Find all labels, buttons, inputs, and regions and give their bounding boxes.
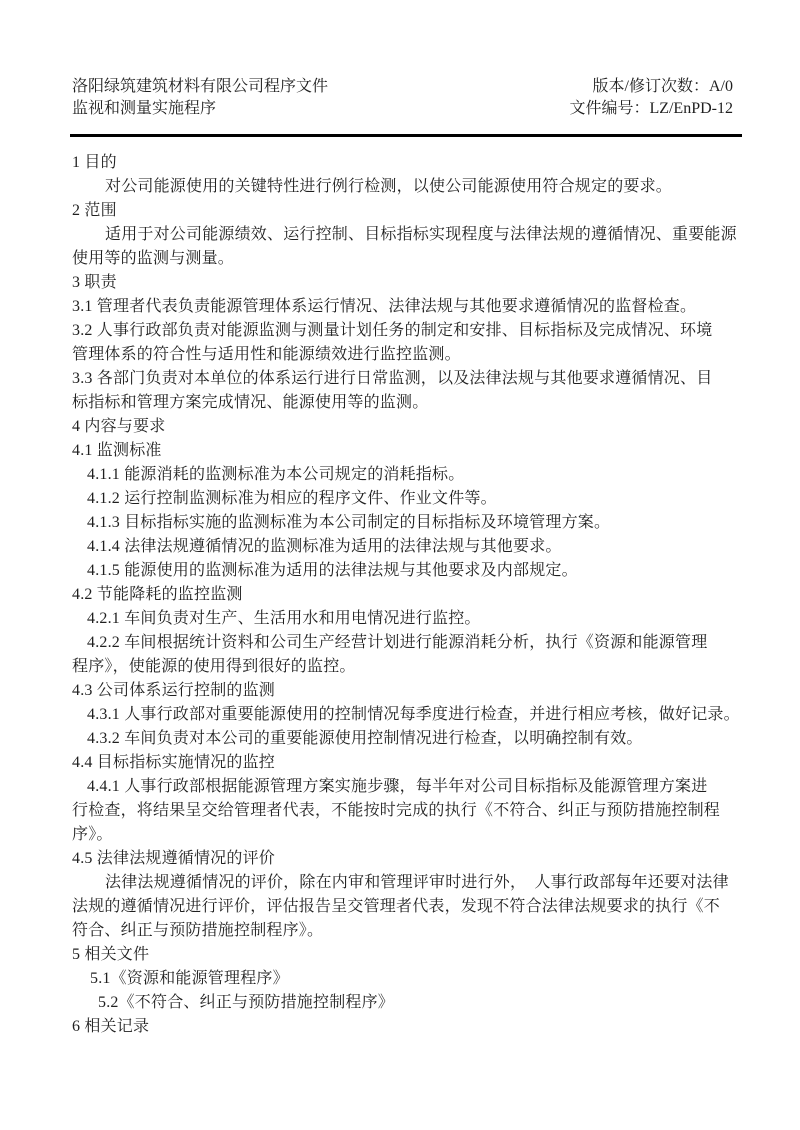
doc-line: 行检查，将结果呈交给管理者代表，不能按时完成的执行《不符合、纠正与预防措施控制程 — [72, 802, 721, 819]
doc-number-label: 文件编号：LZ/EnPD-12 — [569, 100, 733, 117]
doc-line: 对公司能源使用的关键特性进行例行检测，以使公司能源使用符合规定的要求。 — [105, 178, 673, 195]
doc-line: 3 职责 — [72, 274, 117, 291]
doc-line: 4.4.1 人事行政部根据能源管理方案实施步骤，每半年对公司目标指标及能源管理方案进 — [87, 778, 708, 795]
doc-line: 5 相关文件 — [72, 946, 150, 963]
doc-line: 法律法规遵循情况的评价，除在内审和管理评审时进行外， 人事行政部每年还要对法律 — [105, 874, 729, 891]
doc-line: 4.3.1 人事行政部对重要能源使用的控制情况每季度进行检查，并进行相应考核，做好记录。 — [87, 706, 740, 723]
doc-line: 法规的遵循情况进行评价，评估报告呈交管理者代表，发现不符合法律法规要求的执行《不 — [72, 898, 721, 915]
doc-line: 4 内容与要求 — [72, 418, 166, 435]
version-label: 版本/修订次数：A/0 — [592, 78, 733, 95]
doc-line: 5.1《资源和能源管理程序》 — [90, 970, 289, 987]
doc-line: 4.1 监测标准 — [72, 442, 162, 459]
doc-line: 4.2 节能降耗的监控监测 — [72, 586, 243, 603]
doc-line: 4.1.3 目标指标实施的监测标准为本公司制定的目标指标及环境管理方案。 — [87, 514, 611, 531]
doc-line: 6 相关记录 — [72, 1018, 150, 1035]
doc-line: 4.3.2 车间负责对本公司的重要能源使用控制情况进行检查，以明确控制有效。 — [87, 730, 643, 747]
doc-line: 4.4 目标指标实施情况的监控 — [72, 754, 276, 771]
doc-line: 4.2.1 车间负责对生产、生活用水和用电情况进行监控。 — [87, 610, 481, 627]
doc-title: 监视和测量实施程序 — [72, 100, 217, 117]
doc-line: 管理体系的符合性与适用性和能源绩效进行监控监测。 — [72, 346, 461, 363]
doc-line: 使用等的监测与测量。 — [72, 250, 235, 267]
doc-line: 3.2 人事行政部负责对能源监测与测量计划任务的制定和安排、目标指标及完成情况、环境 — [72, 322, 713, 339]
doc-line: 4.3 公司体系运行控制的监测 — [72, 682, 276, 699]
header-divider — [70, 134, 742, 137]
document-header — [72, 76, 733, 120]
doc-line: 4.5 法律法规遵循情况的评价 — [72, 850, 276, 867]
doc-line: 5.2《不符合、纠正与预防措施控制程序》 — [98, 994, 395, 1011]
doc-line: 4.2.2 车间根据统计资料和公司生产经营计划进行能源消耗分析，执行《资源和能源管理 — [87, 634, 708, 651]
doc-line: 符合、纠正与预防措施控制程序》。 — [72, 922, 324, 939]
document-content — [72, 76, 740, 1039]
doc-line: 4.1.5 能源使用的监测标准为适用的法律法规与其他要求及内部规定。 — [87, 562, 578, 579]
doc-line: 3.1 管理者代表负责能源管理体系运行情况、法律法规与其他要求遵循情况的监督检查。 — [72, 298, 697, 315]
company-name: 洛阳绿筑建筑材料有限公司程序文件 — [72, 78, 329, 95]
doc-line: 1 目的 — [72, 154, 117, 171]
doc-line: 适用于对公司能源绩效、运行控制、目标指标实现程度与法律法规的遵循情况、重要能源 — [105, 226, 737, 243]
doc-line: 序》。 — [72, 826, 113, 843]
doc-line: 2 范围 — [72, 202, 117, 219]
doc-line: 3.3 各部门负责对本单位的体系运行进行日常监测，以及法律法规与其他要求遵循情况、目 — [72, 370, 713, 387]
doc-line: 4.1.4 法律法规遵循情况的监测标准为适用的法律法规与其他要求。 — [87, 538, 562, 555]
doc-line: 4.1.2 运行控制监测标准为相应的程序文件、作业文件等。 — [87, 490, 497, 507]
header-row-2 — [72, 98, 733, 120]
doc-line: 标指标和管理方案完成情况、能源使用等的监测。 — [72, 394, 429, 411]
doc-line: 4.1.1 能源消耗的监测标准为本公司规定的消耗指标。 — [87, 466, 465, 483]
doc-line: 程序》，使能源的使用得到很好的监控。 — [72, 658, 356, 675]
document-body — [72, 151, 740, 1039]
header-row-1 — [72, 76, 733, 98]
